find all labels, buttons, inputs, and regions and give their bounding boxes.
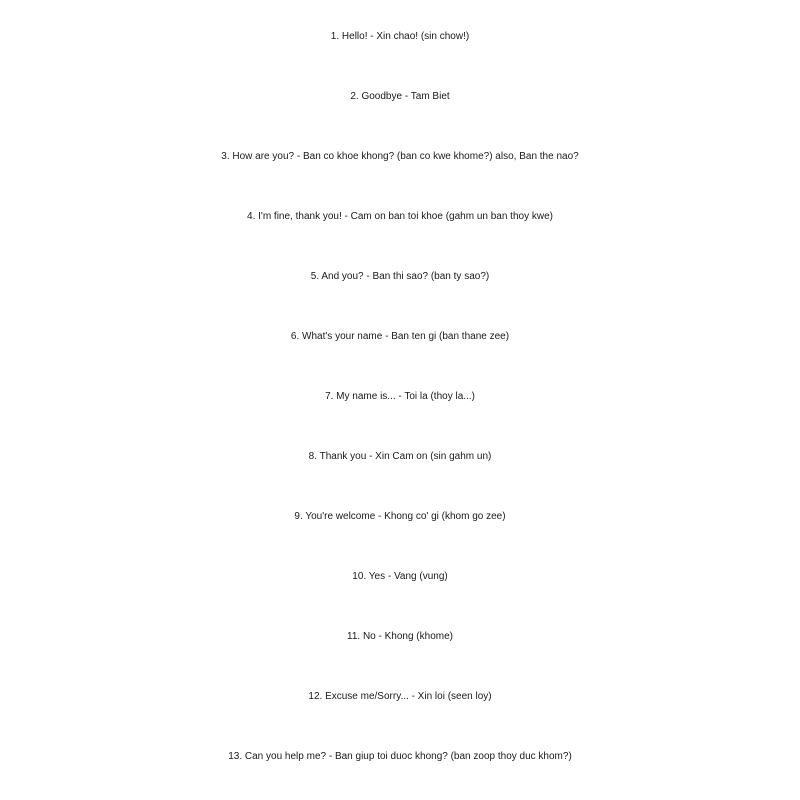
phrase-line-13: 13. Can you help me? - Ban giup toi duoc khong? (ban zoop thoy duc khom?) — [228, 751, 572, 762]
phrase-line-2: 2. Goodbye - Tam Biet — [350, 91, 450, 102]
phrase-line-10: 10. Yes - Vang (vung) — [352, 571, 448, 582]
phrase-line-12: 12. Excuse me/Sorry... - Xin loi (seen loy) — [308, 691, 492, 702]
phrase-line-4: 4. I'm fine, thank you! - Cam on ban toi khoe (gahm un ban thoy kwe) — [247, 211, 553, 222]
phrase-line-5: 5. And you? - Ban thi sao? (ban ty sao?) — [310, 271, 490, 282]
phrase-line-1: 1. Hello! - Xin chao! (sin chow!) — [330, 31, 470, 42]
phrase-line-3: 3. How are you? - Ban co khoe khong? (ban co kwe khome?) also, Ban the nao? — [221, 151, 579, 162]
phrase-line-11: 11. No - Khong (khome) — [347, 631, 453, 642]
phrase-line-6: 6. What's your name - Ban ten gi (ban thane zee) — [290, 331, 510, 342]
phrase-line-8: 8. Thank you - Xin Cam on (sin gahm un) — [308, 451, 492, 462]
phrase-line-7: 7. My name is... - Toi la (thoy la...) — [325, 391, 475, 402]
phrase-line-9: 9. You're welcome - Khong co' gi (khom go zee) — [294, 511, 506, 522]
